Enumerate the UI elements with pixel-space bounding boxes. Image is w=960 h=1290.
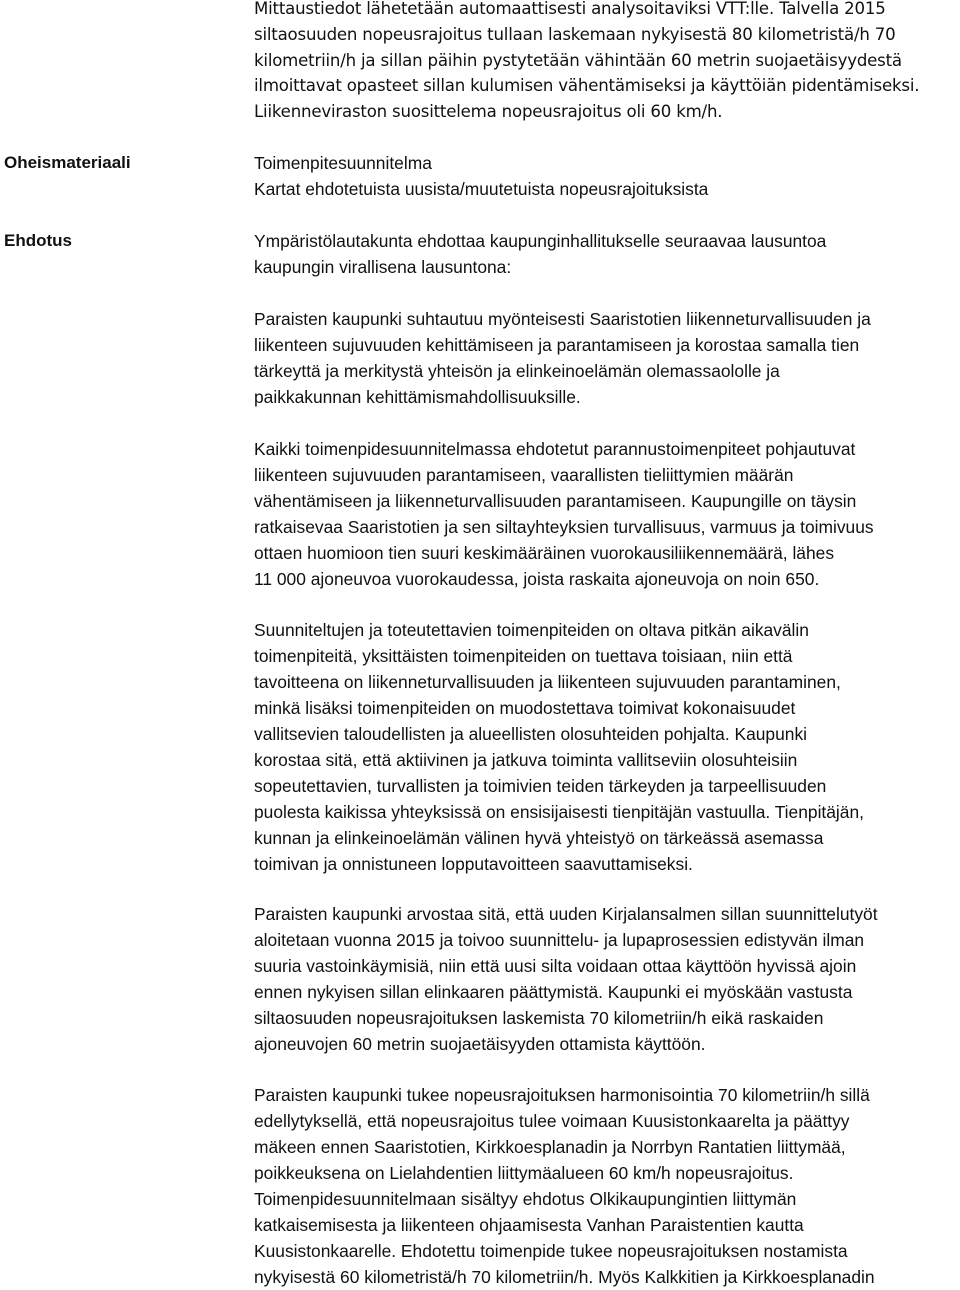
- text-line: paikkakunnan kehittämismahdollisuuksille.: [254, 387, 581, 407]
- text-line: Mittaustiedot lähetetään automaattisesti analysoitaviksi VTT:lle. Talvella 2015: [254, 0, 886, 18]
- oheismateriaali-heading: Oheismateriaali: [4, 153, 131, 172]
- text-line: tärkeyttä ja merkitystä yhteisön ja elinkeinoelämän olemassaololle ja: [254, 361, 780, 381]
- text-line: Kaikki toimenpidesuunnitelmassa ehdotetut parannustoimenpiteet pohjautuvat: [254, 439, 856, 459]
- text-line: ottaen huomioon tien suuri keskimääräinen vuorokausiliikennemäärä, lähes: [254, 543, 835, 563]
- text-line: Suunniteltujen ja toteutettavien toimenpiteiden on oltava pitkän aikavälin: [254, 620, 809, 640]
- text-line: korostaa sitä, että aktiivinen ja jatkuva toiminta vallitseviin olosuhteisiin: [254, 750, 798, 770]
- text-line: Ympäristölautakunta ehdottaa kaupunginhallitukselle seuraavaa lausuntoa: [254, 231, 827, 251]
- text-line: tavoitteena on liikenneturvallisuuden ja liikenteen sujuvuuden parantaminen,: [254, 672, 841, 692]
- text-line: toimivan ja onnistuneen lopputavoitteen saavuttamiseksi.: [254, 854, 693, 874]
- paragraph-1: [254, 306, 958, 410]
- text-line: edellytyksellä, että nopeusrajoitus tulee voimaan Kuusistonkaarelta ja päättyy: [254, 1111, 850, 1131]
- text-line: aloitetaan vuonna 2015 ja toivoo suunnittelu- ja lupaprosessien edistyvän ilman: [254, 930, 865, 950]
- text-line: ajoneuvojen 60 metrin suojaetäisyyden ottamista käyttöön.: [254, 1034, 706, 1054]
- text-line: Paraisten kaupunki suhtautuu myönteisesti Saaristotien liikenneturvallisuuden ja: [254, 309, 871, 329]
- paragraph-3: [254, 617, 958, 877]
- ehdotus-intro: [254, 228, 958, 280]
- text-line: siltaosuuden nopeusrajoituksen laskemista 70 kilometriin/h eikä raskaiden: [254, 1008, 824, 1028]
- text-line: ennen nykyisen sillan elinkaaren päättymistä. Kaupunki ei myöskään vastusta: [254, 982, 853, 1002]
- paragraph-2: [254, 436, 958, 592]
- attachment-item: Toimenpitesuunnitelma: [254, 153, 432, 173]
- text-line: liikenteen sujuvuuden parantamiseen, vaarallisten tieliittymien määrän: [254, 465, 794, 485]
- text-line: vähentämiseen ja liikenneturvallisuuden parantamiseen. Kaupungille on täysin: [254, 491, 857, 511]
- ehdotus-heading: Ehdotus: [4, 231, 72, 250]
- text-line: mäkeen ennen Saaristotien, Kirkkoesplanadin ja Norrbyn Rantatien liittymää,: [254, 1137, 846, 1157]
- attachment-item: Kartat ehdotetuista uusista/muutetuista nopeusrajoituksista: [254, 179, 709, 199]
- text-line: puolesta kaikissa yhteyksissä on ensisijaisesti tienpitäjän vastuulla. Tienpitäjän,: [254, 802, 864, 822]
- text-line: kunnan ja elinkeinoelämän välinen hyvä yhteistyö on tärkeässä asemassa: [254, 828, 824, 848]
- text-line: toimenpiteitä, yksittäisten toimenpiteiden on tuettava toisiaan, niin että: [254, 646, 793, 666]
- oheismateriaali-list: [254, 150, 958, 202]
- intro-paragraph: [254, 0, 954, 125]
- text-line: Paraisten kaupunki tukee nopeusrajoituksen harmonisointia 70 kilometriin/h sillä: [254, 1085, 870, 1105]
- text-line: kaupungin virallisena lausuntona:: [254, 257, 512, 277]
- text-line: kilometriin/h ja sillan päihin pystytetään vähintään 60 metrin suojaetäisyydestä: [254, 50, 902, 70]
- paragraph-4: [254, 901, 958, 1057]
- text-line: Toimenpidesuunnitelmaan sisältyy ehdotus Olkikaupungintien liittymän: [254, 1189, 797, 1209]
- text-line: nykyisestä 60 kilometristä/h 70 kilometriin/h. Myös Kalkkitien ja Kirkkoesplanadin: [254, 1267, 875, 1287]
- text-line: sopeutettavien, turvallisten ja toimivien teiden tärkeyden ja tarpeellisuuden: [254, 776, 827, 796]
- text-line: Paraisten kaupunki arvostaa sitä, että uuden Kirjalansalmen sillan suunnittelutyöt: [254, 904, 878, 924]
- text-line: minkä lisäksi toimenpiteiden on muodostettava toimivat kokonaisuudet: [254, 698, 796, 718]
- text-line: ilmoittavat opasteet sillan kulumisen vähentämiseksi ja käyttöiän pidentämiseksi.: [254, 76, 920, 96]
- text-line: Liikenneviraston suosittelema nopeusrajoitus oli 60 km/h.: [254, 102, 723, 122]
- text-line: vallitsevien taloudellisten ja alueellisten olosuhteiden pohjalta. Kaupunki: [254, 724, 808, 744]
- text-line: liikenteen sujuvuuden kehittämiseen ja parantamiseen ja korostaa samalla tien: [254, 335, 860, 355]
- text-line: suuria vastoinkäymisiä, niin että uusi silta voidaan ottaa käyttöön hyvissä ajoin: [254, 956, 857, 976]
- text-line: katkaisemisesta ja liikenteen ohjaamisesta Vanhan Paraistentien kautta: [254, 1215, 804, 1235]
- text-line: Kuusistonkaarelle. Ehdotettu toimenpide tukee nopeusrajoituksen nostamista: [254, 1241, 848, 1261]
- text-line: siltaosuuden nopeusrajoitus tullaan laskemaan nykyisestä 80 kilometristä/h 70: [254, 24, 896, 44]
- text-line: poikkeuksena on Lielahdentien liittymäalueen 60 km/h nopeusrajoitus.: [254, 1163, 794, 1183]
- text-line: 11 000 ajoneuvoa vuorokaudessa, joista raskaita ajoneuvoja on noin 650.: [254, 569, 820, 589]
- paragraph-5: [254, 1082, 958, 1290]
- text-line: ratkaisevaa Saaristotien ja sen siltayhteyksien turvallisuus, varmuus ja toimivuus: [254, 517, 874, 537]
